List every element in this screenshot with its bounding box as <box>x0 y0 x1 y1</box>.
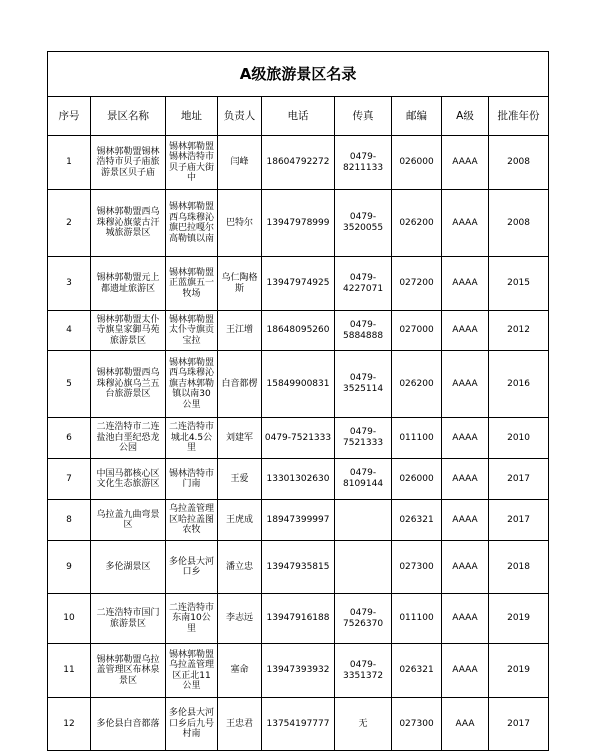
approval-year-cell: 2012 <box>489 311 549 351</box>
phone-cell: 13947974925 <box>262 257 335 311</box>
approval-year-cell: 2016 <box>489 351 549 418</box>
fax-cell: 0479-4227071 <box>335 257 392 311</box>
zip-cell: 026000 <box>392 459 442 500</box>
approval-year-cell: 2008 <box>489 136 549 190</box>
address-cell: 锡林郭勒盟西乌珠穆沁旗巴拉嘎尔高勒镇以南 <box>166 190 218 257</box>
address-cell: 多伦县大河口乡 <box>166 541 218 594</box>
approval-year-cell: 2015 <box>489 257 549 311</box>
approval-year-cell: 2018 <box>489 541 549 594</box>
row-number-cell: 5 <box>48 351 91 418</box>
directory-sheet <box>47 51 548 751</box>
level-cell: AAAA <box>442 136 489 190</box>
scenic-area-table <box>47 51 549 751</box>
row-number-cell: 7 <box>48 459 91 500</box>
phone-cell: 18604792272 <box>262 136 335 190</box>
table-row <box>48 257 549 311</box>
table-row <box>48 698 549 751</box>
scenic-name-cell: 多伦县白音都落 <box>91 698 166 751</box>
row-number-cell: 4 <box>48 311 91 351</box>
scenic-name-cell: 二连浩特市二连盐池白垩纪恐龙公园 <box>91 418 166 459</box>
level-cell: AAAA <box>442 594 489 644</box>
header-row <box>48 97 549 136</box>
scenic-name-cell: 中国马都核心区文化生态旅游区 <box>91 459 166 500</box>
table-row <box>48 594 549 644</box>
zip-cell: 027300 <box>392 541 442 594</box>
row-number-cell: 1 <box>48 136 91 190</box>
table-title: A级旅游景区名录 <box>48 52 549 97</box>
contact-person-cell: 乌仁陶格斯 <box>218 257 262 311</box>
phone-cell: 13754197777 <box>262 698 335 751</box>
phone-cell: 13301302630 <box>262 459 335 500</box>
approval-year-cell: 2017 <box>489 459 549 500</box>
fax-cell: 0479-5884888 <box>335 311 392 351</box>
header-cell-phone: 电话 <box>262 97 335 136</box>
fax-cell: 0479-3520055 <box>335 190 392 257</box>
address-cell: 锡林郭勒盟西乌珠穆沁旗吉林郭勒镇以南30公里 <box>166 351 218 418</box>
level-cell: AAAA <box>442 459 489 500</box>
approval-year-cell: 2017 <box>489 698 549 751</box>
header-cell-level: A级 <box>442 97 489 136</box>
fax-cell: 0479-7521333 <box>335 418 392 459</box>
contact-person-cell: 王忠君 <box>218 698 262 751</box>
fax-cell: 0479-8211133 <box>335 136 392 190</box>
contact-person-cell: 塞命 <box>218 644 262 698</box>
zip-cell: 026321 <box>392 644 442 698</box>
address-cell: 锡林郭勒盟正蓝旗五一牧场 <box>166 257 218 311</box>
phone-cell: 0479-7521333 <box>262 418 335 459</box>
address-cell: 锡林郭勒盟锡林浩特市贝子庙大街中 <box>166 136 218 190</box>
table-row <box>48 418 549 459</box>
zip-cell: 026200 <box>392 351 442 418</box>
fax-cell: 0479-7526370 <box>335 594 392 644</box>
phone-cell: 13947935815 <box>262 541 335 594</box>
table-row <box>48 459 549 500</box>
approval-year-cell: 2017 <box>489 500 549 541</box>
level-cell: AAAA <box>442 311 489 351</box>
contact-person-cell: 白音都楞 <box>218 351 262 418</box>
approval-year-cell: 2008 <box>489 190 549 257</box>
row-number-cell: 11 <box>48 644 91 698</box>
header-cell-address: 地址 <box>166 97 218 136</box>
address-cell: 二连浩特市东南10公里 <box>166 594 218 644</box>
fax-cell: 0479-8109144 <box>335 459 392 500</box>
phone-cell: 13947393932 <box>262 644 335 698</box>
level-cell: AAAA <box>442 500 489 541</box>
phone-cell: 13947978999 <box>262 190 335 257</box>
row-number-cell: 3 <box>48 257 91 311</box>
header-cell-name: 景区名称 <box>91 97 166 136</box>
row-number-cell: 6 <box>48 418 91 459</box>
fax-cell: 0479-3351372 <box>335 644 392 698</box>
address-cell: 锡林郭勒盟太仆寺旗贡宝拉 <box>166 311 218 351</box>
fax-cell <box>335 500 392 541</box>
scenic-name-cell: 锡林郭勒盟元上都遗址旅游区 <box>91 257 166 311</box>
table-row <box>48 351 549 418</box>
zip-cell: 026200 <box>392 190 442 257</box>
approval-year-cell: 2019 <box>489 644 549 698</box>
row-number-cell: 12 <box>48 698 91 751</box>
scenic-name-cell: 乌拉盖九曲弯景区 <box>91 500 166 541</box>
table-row <box>48 644 549 698</box>
contact-person-cell: 李志远 <box>218 594 262 644</box>
scenic-name-cell: 锡林郭勒盟太仆寺旗皇家御马苑旅游景区 <box>91 311 166 351</box>
contact-person-cell: 王爱 <box>218 459 262 500</box>
level-cell: AAAA <box>442 418 489 459</box>
contact-person-cell: 王虎成 <box>218 500 262 541</box>
phone-cell: 13947916188 <box>262 594 335 644</box>
scenic-name-cell: 锡林郭勒盟西乌珠穆沁旗乌兰五台旅游景区 <box>91 351 166 418</box>
fax-cell: 无 <box>335 698 392 751</box>
scenic-name-cell: 锡林郭勒盟乌拉盖管理区布林泉景区 <box>91 644 166 698</box>
contact-person-cell: 潘立忠 <box>218 541 262 594</box>
approval-year-cell: 2019 <box>489 594 549 644</box>
table-row <box>48 500 549 541</box>
zip-cell: 026321 <box>392 500 442 541</box>
address-cell: 多伦县大河口乡后九号村南 <box>166 698 218 751</box>
row-number-cell: 2 <box>48 190 91 257</box>
address-cell: 二连浩特市城北4.5公里 <box>166 418 218 459</box>
scenic-name-cell: 二连浩特市国门旅游景区 <box>91 594 166 644</box>
row-number-cell: 8 <box>48 500 91 541</box>
level-cell: AAAA <box>442 257 489 311</box>
address-cell: 乌拉盖管理区哈拉盖图农牧 <box>166 500 218 541</box>
header-cell-fax: 传真 <box>335 97 392 136</box>
phone-cell: 18648095260 <box>262 311 335 351</box>
scenic-name-cell: 锡林郭勒盟西乌珠穆沁旗蒙古汗城旅游景区 <box>91 190 166 257</box>
header-cell-zip: 邮编 <box>392 97 442 136</box>
scenic-name-cell: 多伦湖景区 <box>91 541 166 594</box>
contact-person-cell: 王江增 <box>218 311 262 351</box>
zip-cell: 011100 <box>392 418 442 459</box>
fax-cell <box>335 541 392 594</box>
scenic-name-cell: 锡林郭勒盟锡林浩特市贝子庙旅游景区贝子庙 <box>91 136 166 190</box>
address-cell: 锡林郭勒盟乌拉盖管理区正北11公里 <box>166 644 218 698</box>
header-cell-person: 负责人 <box>218 97 262 136</box>
zip-cell: 026000 <box>392 136 442 190</box>
level-cell: AAAA <box>442 644 489 698</box>
address-cell: 锡林浩特市门南 <box>166 459 218 500</box>
level-cell: AAAA <box>442 351 489 418</box>
header-cell-year: 批准年份 <box>489 97 549 136</box>
row-number-cell: 10 <box>48 594 91 644</box>
zip-cell: 011100 <box>392 594 442 644</box>
level-cell: AAAA <box>442 541 489 594</box>
level-cell: AAAA <box>442 190 489 257</box>
level-cell: AAA <box>442 698 489 751</box>
contact-person-cell: 巴特尔 <box>218 190 262 257</box>
table-row <box>48 541 549 594</box>
row-number-cell: 9 <box>48 541 91 594</box>
approval-year-cell: 2010 <box>489 418 549 459</box>
table-row <box>48 136 549 190</box>
header-cell-no: 序号 <box>48 97 91 136</box>
zip-cell: 027000 <box>392 311 442 351</box>
table-row <box>48 311 549 351</box>
fax-cell: 0479-3525114 <box>335 351 392 418</box>
zip-cell: 027300 <box>392 698 442 751</box>
table-row <box>48 190 549 257</box>
contact-person-cell: 闫峰 <box>218 136 262 190</box>
contact-person-cell: 刘建军 <box>218 418 262 459</box>
phone-cell: 18947399997 <box>262 500 335 541</box>
phone-cell: 15849900831 <box>262 351 335 418</box>
zip-cell: 027200 <box>392 257 442 311</box>
